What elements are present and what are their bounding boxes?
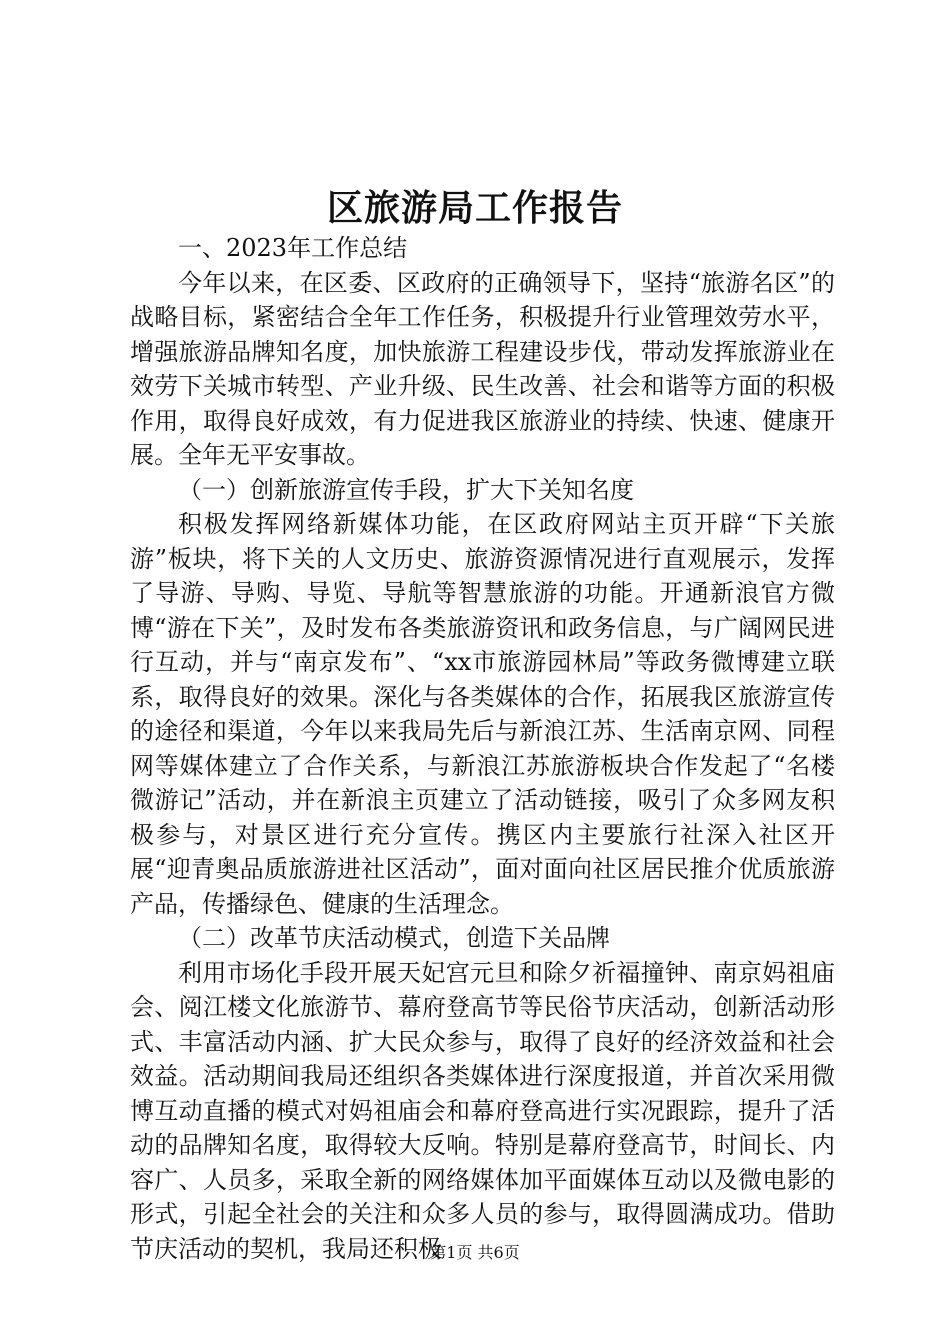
body-paragraph: 今年以来，在区委、区政府的正确领导下，坚持“旅游名区”的战略目标，紧密结合全年工作任务，积极提升行业管理效劳水平，增强旅游品牌知名度，加快旅游工程建设步伐，带动发挥旅游业在效劳下关城市转型、产业升级、民生改善、社会和谐等方面的积极作用，取得良好成效，有力促进我区旅游业的持续、快速、健康开展。全年无平安事故。 <box>130 268 835 469</box>
page-number-footer: 第1页 共6页 <box>430 1243 520 1262</box>
body-paragraph: 利用市场化手段开展天妃宫元旦和除夕祈福撞钟、南京妈祖庙会、阅江楼文化旅游节、幕府登高节等民俗节庆活动，创新活动形式、丰富活动内涵、扩大民众参与，取得了良好的经济效益和社会效益。活动期间我局还组织各类媒体进行深度报道，并首次采用微博互动直播的模式对妈祖庙会和幕府登高进行实况跟踪，提升了活动的品牌知名度，取得较大反响。特别是幕府登高节，时间长、内容广、人员多，采取全新的网络媒体加平面媒体互动以及微电影的形式，引起全社会的关注和众多人员的参与，取得圆满成功。借助节庆活动的契机，我局还积极 <box>130 958 835 1263</box>
subsection-heading: （一）创新旅游宣传手段，扩大下关知名度 <box>178 475 634 504</box>
body-paragraph: 积极发挥网络新媒体功能，在区政府网站主页开辟“下关旅游”板块，将下关的人文历史、旅游资源情况进行直观展示，发挥了导游、导购、导览、导航等智慧旅游的功能。开通新浪官方微博“游在下关”，及时发布各类旅游资讯和政务信息，与广阔网民进行互动，并与“南京发布”、“xx市旅游园林局”等政务微博建立联系，取得良好的效果。深化与各类媒体的合作，拓展我区旅游宣传的途径和渠道，今年以来我局先后与新浪江苏、生活南京网、同程网等媒体建立了合作关系，与新浪江苏旅游板块合作发起了“名楼微游记”活动，并在新浪主页建立了活动链接，吸引了众多网友积极参与，对景区进行充分宣传。携区内主要旅行社深入社区开展“迎青奥品质旅游进社区活动”，面对面向社区居民推介优质旅游产品，传播绿色、健康的生活理念。 <box>130 510 835 918</box>
document-body <box>130 231 835 1266</box>
document-title: 区旅游局工作报告 <box>326 187 623 229</box>
subsection-heading: （二）改革节庆活动模式，创造下关品牌 <box>178 924 610 952</box>
section-heading: 一、2023年工作总结 <box>178 234 408 262</box>
